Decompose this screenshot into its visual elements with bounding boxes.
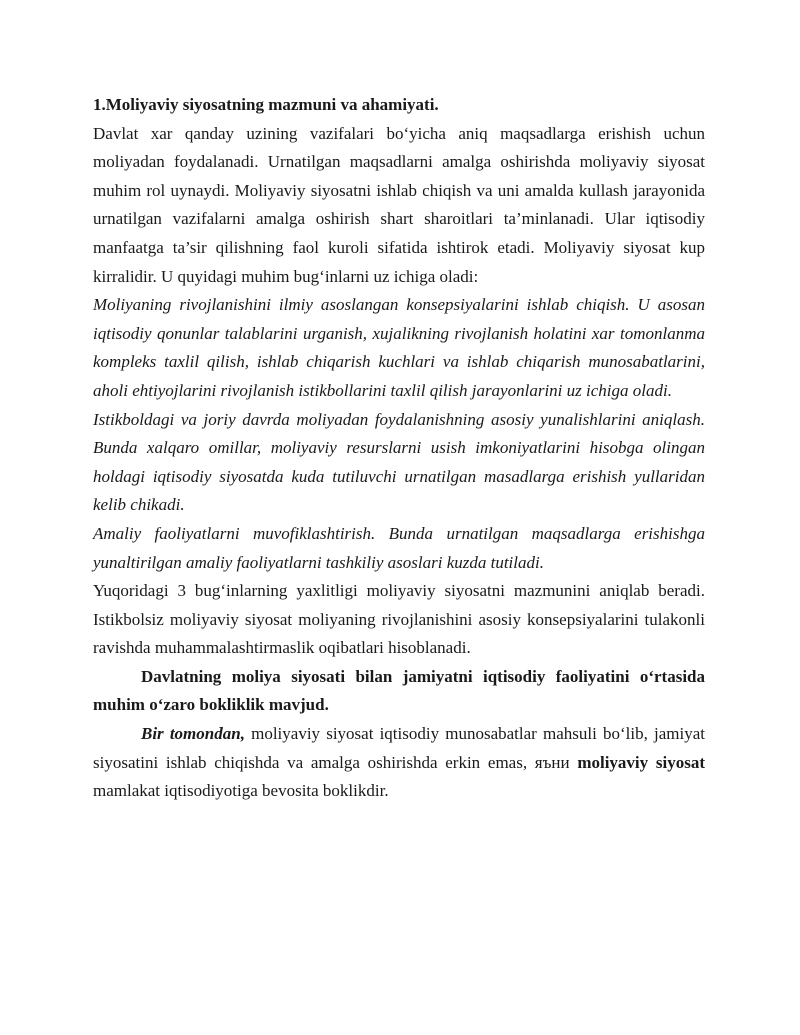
last-paragraph-lead: Bir tomondan, bbox=[141, 724, 245, 744]
intro-paragraph: Davlat xar qanday uzining vazifalari bo‘yicha aniq maqsadlarga erishish uchun moliyadan foydalanadi. Urnatilgan maqsadlarni amalga oshirishda moliyaviy siyosat muhim rol uynaydi. Moliyaviy siyosatni ishlab chiqish va uni amalda kullash jarayonida urnatilgan vazifalarni amalga oshirish shart sharoitlari ta’minlanadi. Ular iqtisodiy manfaatga ta’sir qilishning faol kuroli sifatida ishtirok etadi. Moliyaviy siyosat kup kirralidir. U quyidagi muhim bug‘inlarni uz ichiga oladi: bbox=[93, 123, 705, 286]
italic-paragraph-3: Amaliy faoliyatlarni muvofiklashtirish. Bunda urnatilgan maqsadlarga erishishga yunaltirilgan amaliy faoliyatlarni tashkiliy asoslari kuzda tutiladi. bbox=[93, 523, 705, 572]
italic-paragraph-2: Istikboldagi va joriy davrda moliyadan foydalanishning asosiy yunalishlarini aniqlash. Bunda xalqaro omillar, moliyaviy resurslarni usish imkoniyatlarini hisobga olingan holdagi iqtisodiy siyosatda kuda tutiluvchi urnatilgan masadlarga erishish yullaridan kelib chikadi. bbox=[93, 409, 705, 515]
last-paragraph-middle: moliyaviy siyosat iqtisodiy munosabatlar mahsuli bo‘lib, jamiyat siyosatini ishlab chiqishda va amalga oshirishda erkin emas, яъни bbox=[93, 724, 705, 772]
summary-paragraph: Yuqoridagi 3 bug‘inlarning yaxlitligi moliyaviy siyosatni mazmunini aniqlab beradi. Istikbolsiz moliyaviy siyosat moliyaning rivojlanishini asosiy konsepsiyalarini tulakonli ravishda muhammalashtirmaslik oqibatlari hisoblanadi. bbox=[93, 581, 705, 658]
last-paragraph-strong: moliyaviy siyosat bbox=[577, 752, 705, 772]
italic-paragraph-1: Moliyaning rivojlanishini ilmiy asoslangan konsepsiyalarini ishlab chiqish. U asosan iqtisodiy qonunlar talablarini urganish, xujalikning rivojlanish holatini xar tomonlanma kompleks taxlil qilish, ishlab chiqarish kuchlari va ishlab chiqarish munosabatlarini, aholi ehtiyojlarini rivojlanish istikbollarini taxlil qilish jarayonlarini uz ichiga oladi. bbox=[93, 295, 705, 400]
section-heading: 1.Moliyaviy siyosatning mazmuni va ahamiyati. bbox=[93, 95, 439, 114]
bold-paragraph: Davlatning moliya siyosati bilan jamiyatni iqtisodiy faoliyatini o‘rtasida muhim o‘zaro bokliklik mavjud. bbox=[93, 666, 705, 715]
last-paragraph-end: mamlakat iqtisodiyotiga bevosita boklikdir. bbox=[93, 781, 389, 801]
document-page bbox=[93, 91, 705, 806]
last-paragraph bbox=[93, 720, 705, 806]
